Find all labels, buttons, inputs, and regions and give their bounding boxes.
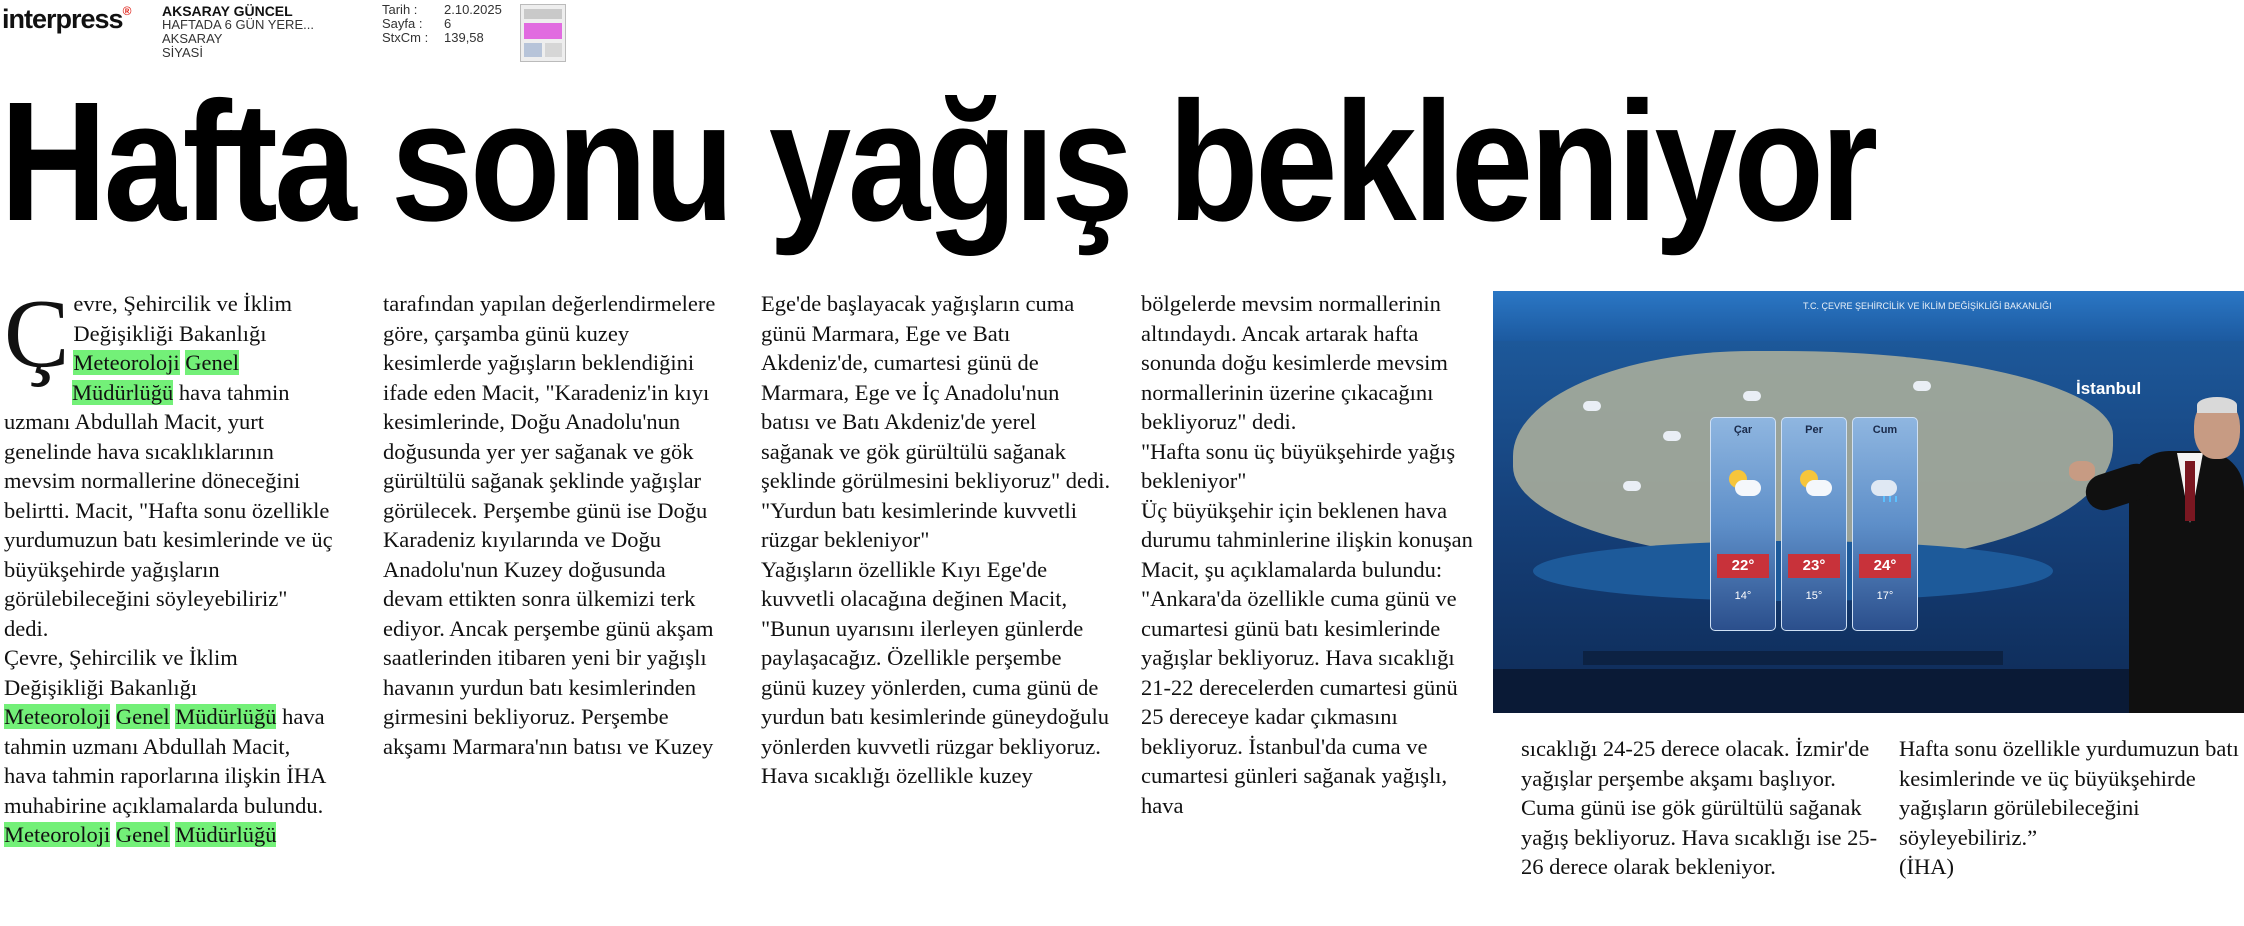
area-value: 139,58 (444, 30, 484, 45)
forecast-card (1852, 417, 1918, 631)
forecast-card (1781, 417, 1847, 631)
clip-header (0, 0, 2244, 70)
col1-line-4: hava tahmin (173, 379, 290, 405)
headline: Hafta sonu yağış bekleniyor (0, 67, 1875, 257)
col4-paragraph: bölgelerde mevsim normallerinin altındaydı. Ancak artarak hafta sonunda doğu kesimlerde mevsim normallerinin üzerine çıkacağını bekliyoruz" dedi. (1141, 291, 1448, 434)
article-column-1 (4, 280, 334, 850)
logo-text: interpress (2, 4, 123, 34)
col1-paragraph: Çevre, Şehircilik ve İklim Değişikliği Bakanlığı (4, 645, 238, 700)
article-column-4 (1141, 289, 1476, 820)
forecast-high: 24° (1859, 554, 1911, 578)
publication-name: AKSARAY GÜNCEL (162, 3, 293, 19)
highlight-term: Meteoroloji (73, 350, 180, 375)
highlight-term: Genel (115, 822, 170, 847)
interpress-logo (2, 4, 130, 35)
logo-mark: ® (122, 4, 131, 18)
col1-line-1: evre, Şehircilik ve İklim (73, 291, 293, 316)
highlight-term: Genel (115, 704, 170, 729)
screen-title: T.C. ÇEVRE ŞEHİRCİLİK VE İKLİM DEĞİŞİKLİĞİ BAKANLIĞI (1803, 301, 2052, 311)
highlight-term: Meteoroloji (4, 704, 111, 729)
date-value: 2.10.2025 (444, 2, 502, 17)
article-column-5 (1521, 734, 1886, 882)
col1-paragraph: uzmanı Abdullah Macit, yurt genelinde hava sıcaklıklarının mevsim normallerine döneceğini belirtti. Macit, "Hafta sonu özellikle yurdumuzun batı kesimlerinde ve üç büyükşehirde yağışların görülebileceğini söyleyebiliriz" dedi. (4, 409, 333, 641)
subheading: "Yurdun batı kesimlerinde kuvvetli rüzgar bekleniyor" (761, 497, 1077, 552)
area-label: StxCm : (382, 30, 429, 45)
publication-info (162, 4, 314, 60)
partly-cloudy-icon (1796, 470, 1832, 500)
col3-paragraph: Yağışların özellikle Kıyı Ege'de kuvvetli olacağına değinen Macit, "Bunun uyarısını ilerleyen günlerde paylaşacağız. Özellikle perşembe günü kuzey yönlerden, cuma günü de yurdun batı kesimlerinde güneydoğulu yönlerden kuvvetli rüzgar bekliyoruz. Hava sıcaklığı özellikle kuzey (761, 556, 1110, 788)
publication-category: SİYASİ (162, 45, 203, 60)
page-label: Sayfa : (382, 16, 423, 31)
storm-icon (1867, 470, 1903, 500)
forecast-day: Cum (1872, 424, 1898, 436)
highlight-term: Genel (185, 350, 239, 375)
article-column-3 (761, 289, 1111, 791)
highlight-term: Müdürlüğü (72, 379, 174, 405)
date-label: Tarih : (382, 2, 418, 17)
highlight-term: Müdürlüğü (175, 704, 277, 729)
clip-meta (382, 3, 502, 45)
publication-city: AKSARAY (162, 31, 223, 46)
forecast-low: 15° (1805, 590, 1823, 602)
forecast-card (1710, 417, 1776, 631)
meteorologist-figure (1949, 391, 2244, 713)
col4-paragraph: Üç büyükşehir için beklenen hava durumu tahminlerine ilişkin konuşan Macit, şu açıklamalarda bulundu: "Ankara'da özellikle cuma günü ve cumartesi günü batı kesimlerinde yağışlar bekliyoruz. Hava sıcaklığı 21-22 derecelerden cumartesi günü 25 dereceye kadar çıkmasını bekliyoruz. İstanbul'da cuma ve cumartesi günleri sağanak yağışlı, hava (1141, 497, 1473, 818)
drop-cap: Ç (4, 280, 70, 388)
news-agency-signature: (İHA) (1899, 854, 1954, 879)
highlight-term: Müdürlüğü (175, 822, 277, 847)
col3-paragraph: Ege'de başlayacak yağışların cuma günü Marmara, Ege ve Batı Akdeniz'de, cumartesi günü de Marmara, Ege ve İç Anadolu'nun batısı ve Batı Akdeniz'de yerel sağanak ve gök gürültülü sağanak şeklinde görülmesini bekliyoruz" dedi. (761, 291, 1111, 493)
publication-frequency: HAFTADA 6 GÜN YERE... (162, 17, 314, 32)
article-column-2 (383, 289, 723, 761)
col6-paragraph: Hafta sonu özellikle yurdumuzun batı kesimlerinde ve üç büyükşehirde yağışların görülebileceğini söyleyebiliriz.” (1899, 736, 2239, 850)
forecast-city: İstanbul (2076, 379, 2142, 398)
forecast-day: Per (1805, 424, 1823, 436)
forecast-high: 22° (1717, 554, 1769, 578)
page-thumbnail[interactable] (520, 4, 566, 62)
subheading: "Hafta sonu üç büyükşehirde yağış bekleniyor" (1141, 438, 1456, 493)
col2-paragraph: tarafından yapılan değerlendirmelere göre, çarşamba günü kuzey kesimlerde yağışların beklendiğini ifade eden Macit, "Karadeniz'in kıyı kesimlerinde, Doğu Anadolu'nun doğusunda yer yer sağanak ve gök gürültülü sağanak şeklinde yağışlar görülecek. Perşembe günü ise Doğu Karadeniz kıyılarında ve Doğu Anadolu'nun Kuzey doğusunda devam ettikten sonra ülkemizi terk ediyor. Ancak perşembe günü akşam saatlerinden itibaren yeni bir yağışlı havanın yurdun batı kesimlerinden girmesini bekliyoruz. Perşembe akşamı Marmara'nın batısı ve Kuzey (383, 291, 716, 759)
article-column-6 (1899, 734, 2239, 882)
forecast-low: 17° (1876, 590, 1894, 602)
col1-paragraph: hava tahmin uzmanı Abdullah Macit, hava tahmin raporlarına ilişkin İHA muhabirine açıklamalarda bulundu. (4, 704, 326, 818)
forecast-day: Çar (1733, 424, 1753, 436)
col1-line-2: Değişikliği Bakanlığı (73, 320, 267, 346)
highlight-term: Meteoroloji (4, 822, 111, 847)
col5-paragraph: sıcaklığı 24-25 derece olacak. İzmir'de yağışlar perşembe akşamı başlıyor. Cuma günü ise gök gürültülü sağanak yağış bekliyoruz. Hava sıcaklığı ise 25-26 derece olarak bekleniyor. (1521, 736, 1878, 879)
partly-cloudy-icon (1725, 470, 1761, 500)
forecast-low: 14° (1734, 590, 1752, 602)
forecast-high: 23° (1788, 554, 1840, 578)
weather-photo (1493, 291, 2244, 713)
page-value: 6 (444, 16, 452, 31)
